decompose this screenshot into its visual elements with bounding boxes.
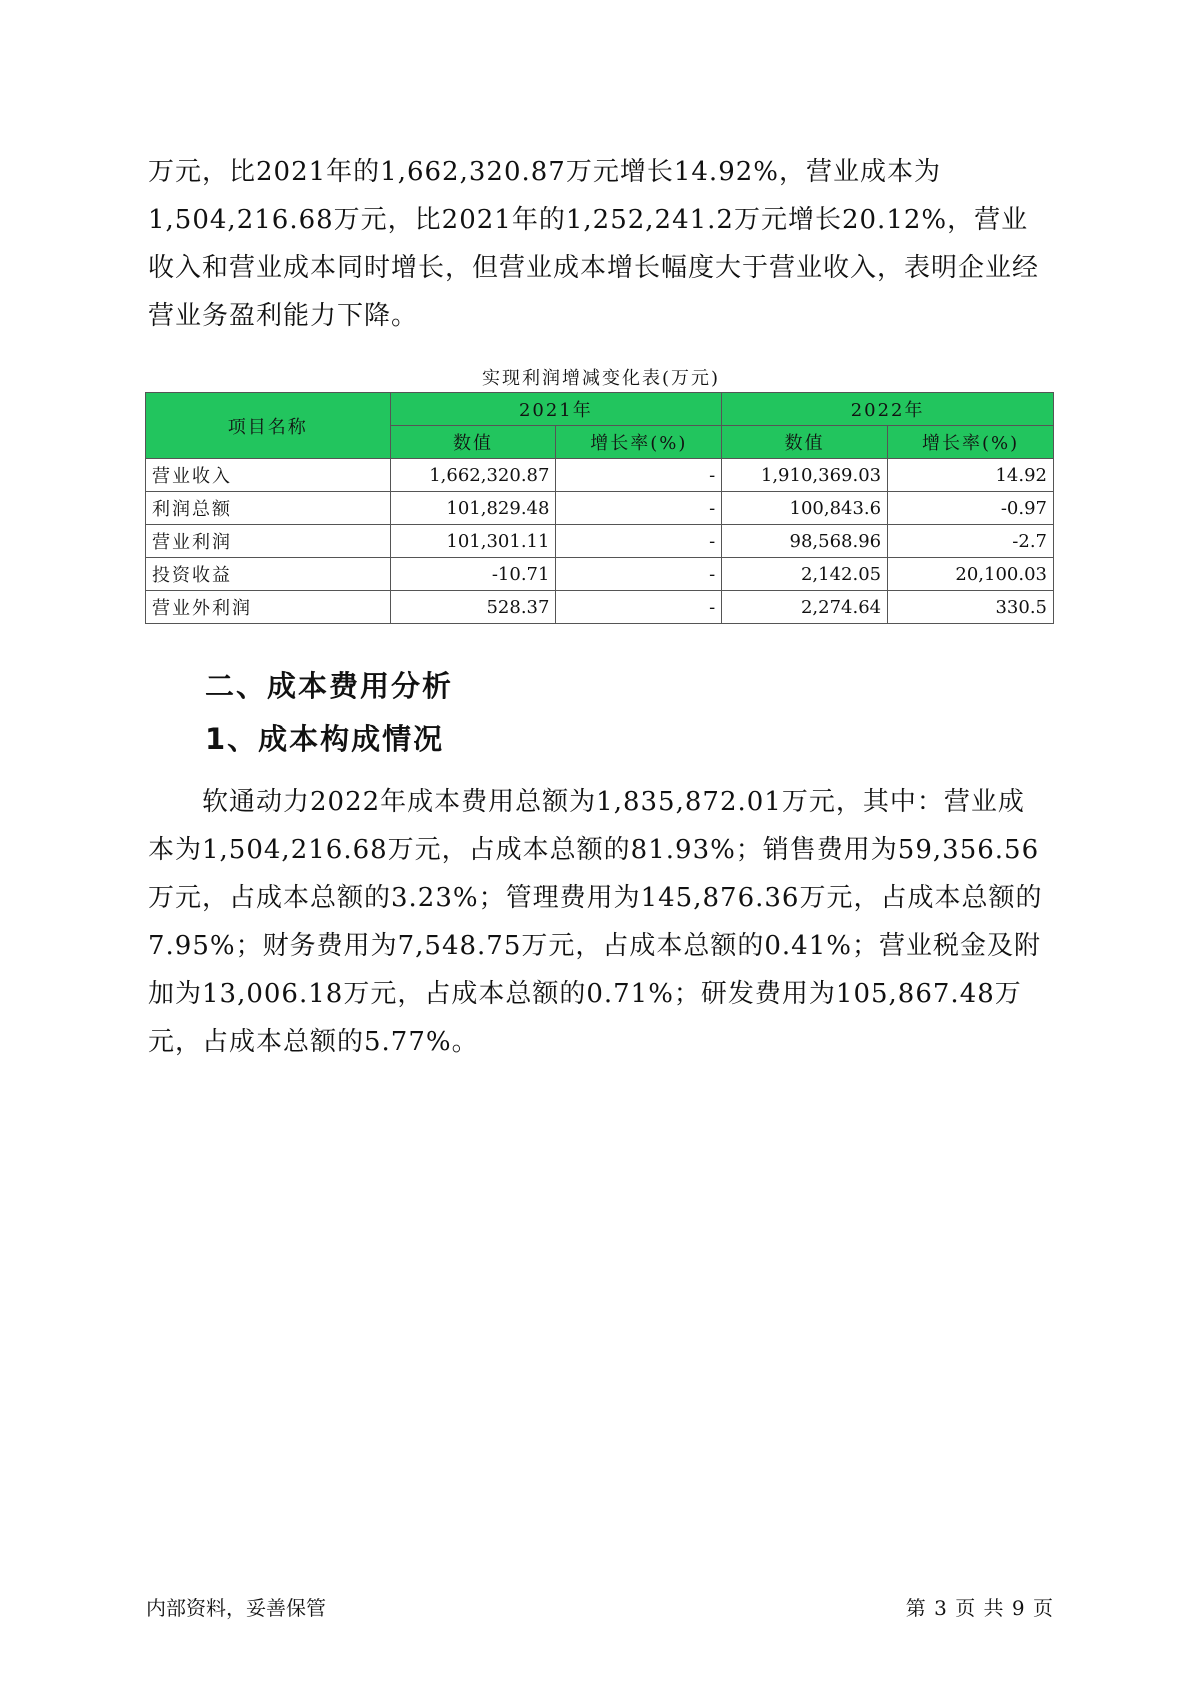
rate-2022: 20,100.03 <box>888 558 1054 591</box>
rate-2021: - <box>556 558 722 591</box>
subsection-heading: 1、成本构成情况 <box>205 722 445 756</box>
table-row <box>146 558 1054 591</box>
table-row <box>146 525 1054 558</box>
value-2021: -10.71 <box>390 558 556 591</box>
header-2021-value: 数值 <box>390 426 556 459</box>
row-label: 投资收益 <box>146 558 391 591</box>
intro-paragraph: 万元，比2021年的1,662,320.87万元增长14.92%，营业成本为1,504,216.68万元，比2021年的1,252,241.2万元增长20.12%，营业收入和营业成本同时增长，但营业成本增长幅度大于营业收入，表明企业经营业务盈利能力下降。 <box>148 157 1040 331</box>
value-2022: 2,142.05 <box>722 558 888 591</box>
cost-paragraph: 软通动力2022年成本费用总额为1,835,872.01万元，其中：营业成本为1,504,216.68万元，占成本总额的81.93%；销售费用为59,356.56万元，占成本总额的3.23%；管理费用为145,876.36万元，占成本总额的7.95%；财务费用为7,548.75万元，占成本总额的0.41%；营业税金及附加为13,006.18万元，占成本总额的0.71%；研发费用为105,867.48万元，占成本总额的5.77%。 <box>148 787 1043 1057</box>
table-row <box>146 492 1054 525</box>
value-2022: 2,274.64 <box>722 591 888 624</box>
row-label: 利润总额 <box>146 492 391 525</box>
table-header-row <box>146 393 1054 426</box>
header-2022-value: 数值 <box>722 426 888 459</box>
footer-confidential-note: 内部资料，妥善保管 <box>146 1596 326 1620</box>
value-2022: 1,910,369.03 <box>722 459 888 492</box>
rate-2022: 14.92 <box>888 459 1054 492</box>
header-2021-rate: 增长率(%) <box>556 426 722 459</box>
rate-2022: -0.97 <box>888 492 1054 525</box>
value-2022: 100,843.6 <box>722 492 888 525</box>
header-item-name: 项目名称 <box>146 393 391 459</box>
rate-2021: - <box>556 459 722 492</box>
footer-page-number: 第 3 页 共 9 页 <box>905 1596 1054 1620</box>
value-2022: 98,568.96 <box>722 525 888 558</box>
table-row <box>146 591 1054 624</box>
profit-change-table <box>145 392 1054 624</box>
rate-2021: - <box>556 525 722 558</box>
value-2021: 101,301.11 <box>390 525 556 558</box>
row-label: 营业外利润 <box>146 591 391 624</box>
rate-2022: -2.7 <box>888 525 1054 558</box>
header-2022-rate: 增长率(%) <box>888 426 1054 459</box>
rate-2021: - <box>556 492 722 525</box>
value-2021: 528.37 <box>390 591 556 624</box>
rate-2021: - <box>556 591 722 624</box>
section-heading: 二、成本费用分析 <box>205 669 454 703</box>
table-row <box>146 459 1054 492</box>
row-label: 营业利润 <box>146 525 391 558</box>
header-year-2021: 2021年 <box>390 393 722 426</box>
value-2021: 101,829.48 <box>390 492 556 525</box>
row-label: 营业收入 <box>146 459 391 492</box>
header-year-2022: 2022年 <box>722 393 1054 426</box>
value-2021: 1,662,320.87 <box>390 459 556 492</box>
rate-2022: 330.5 <box>888 591 1054 624</box>
table-caption: 实现利润增减变化表(万元) <box>481 368 721 389</box>
